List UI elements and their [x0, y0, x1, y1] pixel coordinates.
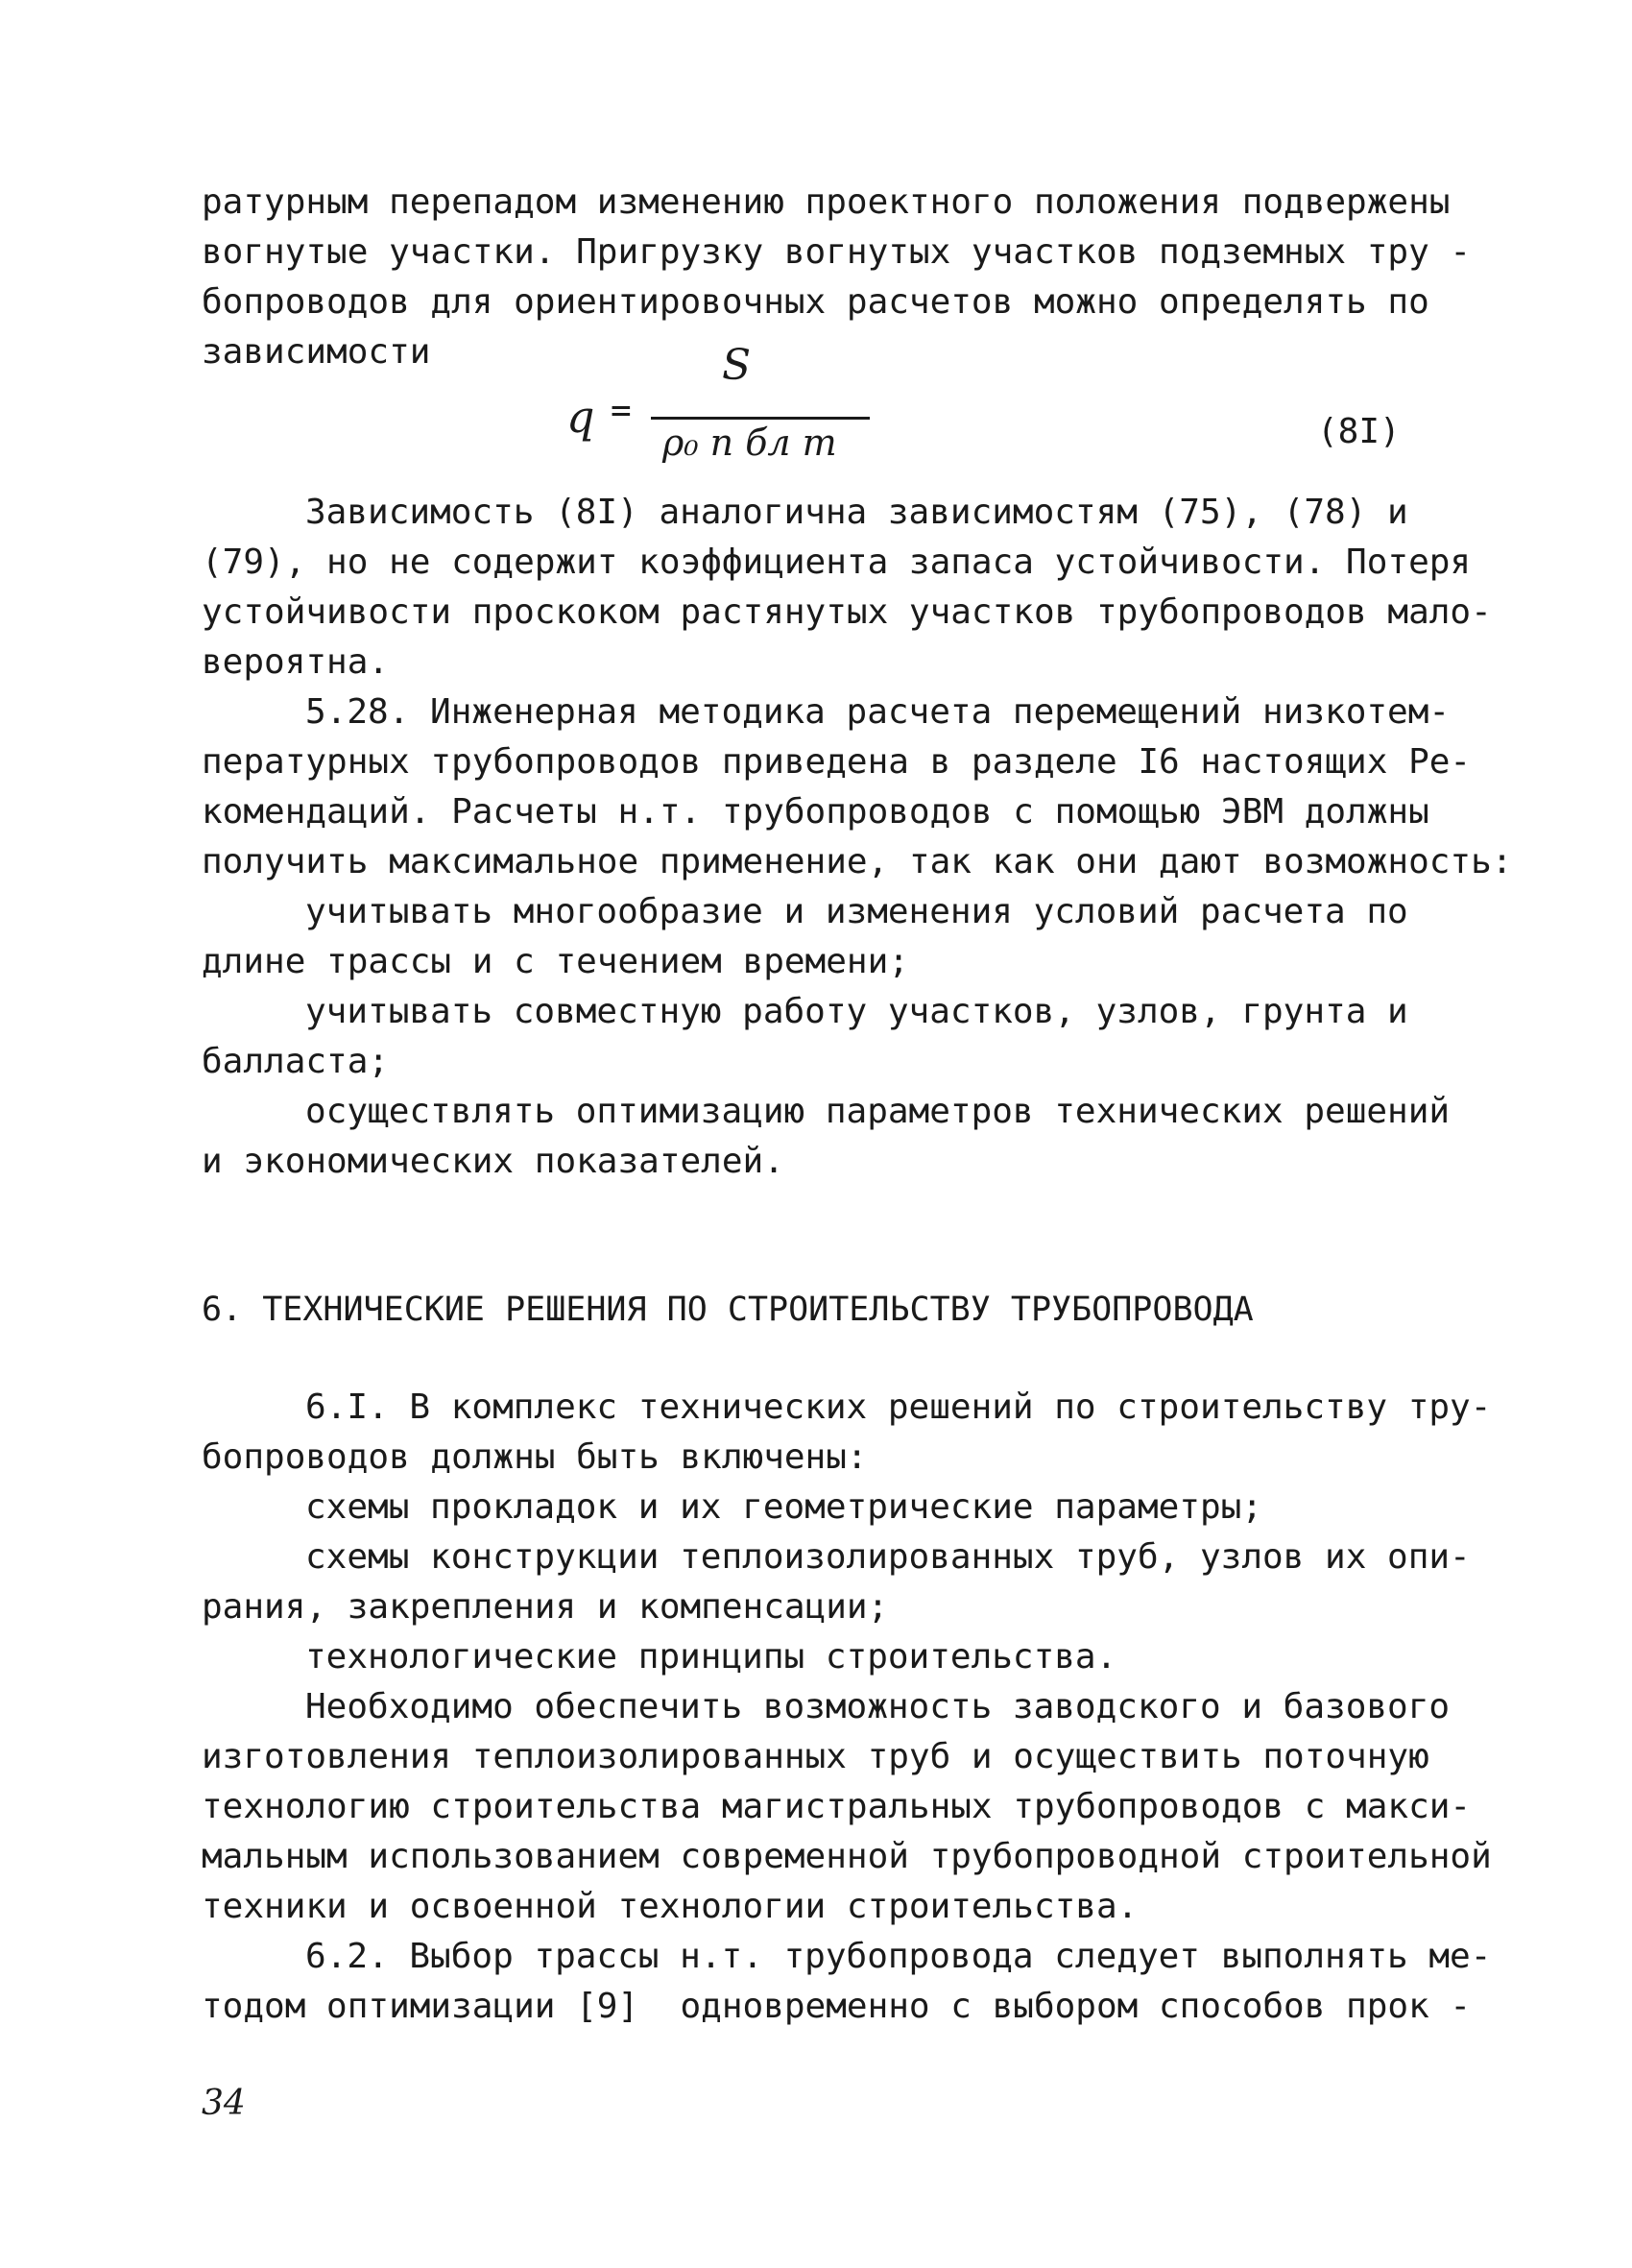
text-line: Необходимо обеспечить возможность заводского и базового: [305, 1687, 1451, 1726]
text-line: технологию строительства магистральных трубопроводов с макси-: [202, 1787, 1472, 1826]
text-line: зависимости: [202, 332, 431, 372]
text-line: устойчивости проскоком растянутых участков трубопроводов мало-: [202, 592, 1492, 632]
text-line: получить максимальное применение, так как они дают возможность:: [202, 842, 1513, 881]
text-line: пературных трубопроводов приведена в разделе I6 настоящих Ре-: [202, 742, 1472, 782]
text-line: ратурным перепадом изменению проектного положения подвержены: [202, 182, 1451, 222]
list-item: учитывать многообразие и изменения условий расчета по: [305, 892, 1408, 931]
text-line: 6.I. В комплекс технических решений по строительству тру-: [305, 1387, 1492, 1427]
text-line: 5.28. Инженерная методика расчета перемещений низкотем-: [305, 692, 1451, 732]
section-heading: 6. ТЕХНИЧЕСКИЕ РЕШЕНИЯ ПО СТРОИТЕЛЬСТВУ ТРУБОПРОВОДА: [202, 1291, 1254, 1329]
text-line: (79), но не содержит коэффициента запаса устойчивости. Потеря: [202, 543, 1472, 582]
text-line: изготовления теплоизолированных труб и осуществить поточную: [202, 1737, 1429, 1776]
text-line: Зависимость (8I) аналогична зависимостям (75), (78) и: [305, 493, 1408, 532]
text-line: вогнутые участки. Пригрузку вогнутых участков подземных тру -: [202, 232, 1472, 272]
fraction-bar: [651, 417, 870, 420]
formula-equals: =: [611, 391, 632, 430]
page-number: 34: [202, 2084, 246, 2123]
list-item: осуществлять оптимизацию параметров технических решений: [305, 1092, 1451, 1131]
text-line: техники и освоенной технологии строительства.: [202, 1887, 1139, 1926]
text-line: тодом оптимизации [9] одновременно с выбором способов прок -: [202, 1987, 1472, 2026]
formula-numerator: S: [722, 341, 752, 390]
text-line: бопроводов должны быть включены:: [202, 1437, 868, 1477]
formula-denominator: ρ₀ n бл m: [662, 422, 837, 464]
list-item: схемы прокладок и их геометрические параметры;: [305, 1487, 1262, 1527]
list-item: технологические принципы строительства.: [305, 1637, 1117, 1677]
list-item-cont: длине трассы и с течением времени;: [202, 942, 909, 981]
list-item-cont: рания, закрепления и компенсации;: [202, 1587, 889, 1627]
text-line: мальным использованием современной трубопроводной строительной: [202, 1837, 1492, 1876]
list-item: учитывать совместную работу участков, узлов, грунта и: [305, 992, 1408, 1031]
text-line: бопроводов для ориентировочных расчетов можно определять по: [202, 282, 1429, 322]
text-line: комендаций. Расчеты н.т. трубопроводов с помощью ЭВМ должны: [202, 792, 1429, 832]
formula-lhs: q: [566, 391, 595, 443]
list-item: схемы конструкции теплоизолированных труб, узлов их опи-: [305, 1537, 1471, 1577]
text-line: вероятна.: [202, 642, 390, 682]
formula-81: [566, 341, 874, 475]
list-item-cont: и экономических показателей.: [202, 1142, 784, 1181]
text-line: 6.2. Выбор трассы н.т. трубопровода следует выполнять ме-: [305, 1937, 1492, 1976]
equation-number: (8I): [1317, 412, 1401, 451]
list-item-cont: балласта;: [202, 1042, 390, 1081]
